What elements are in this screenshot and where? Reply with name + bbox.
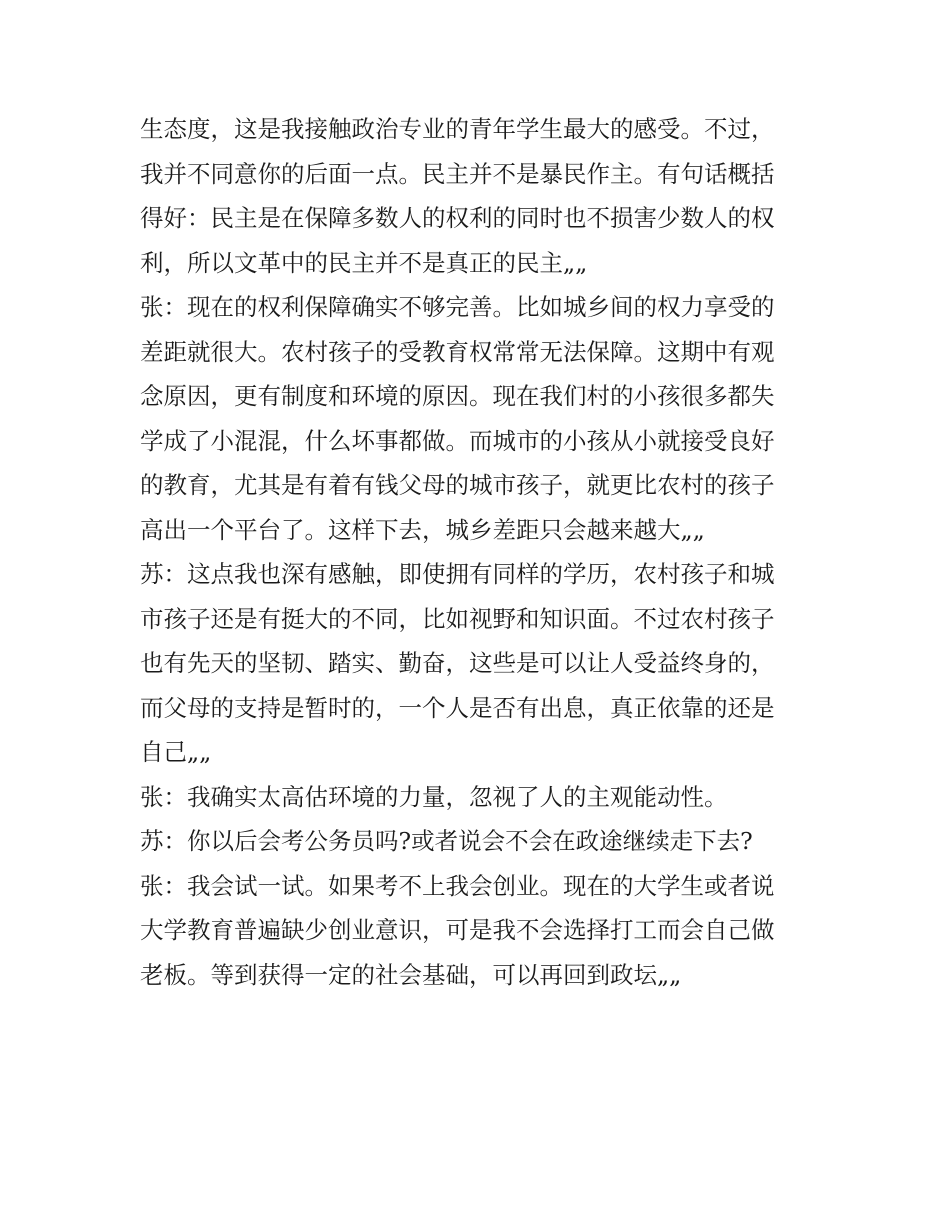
- text-line: 念原因，更有制度和环境的原因。现在我们村的小孩很多都失: [140, 382, 775, 410]
- text-line: 学成了小混混，什么坏事都做。而城市的小孩从小就接受良好: [140, 426, 775, 455]
- text-line: 利，所以文革中的民主并不是真正的民主„„: [140, 248, 588, 277]
- text-line: 苏：你以后会考公务员吗?或者说会不会在政途继续走下去?: [140, 827, 753, 855]
- text-line: 市孩子还是有挺大的不同，比如视野和知识面。不过农村孩子: [140, 604, 775, 633]
- text-line: 自己„„: [140, 738, 212, 766]
- text-line: 大学教育普遍缺少创业意识，可是我不会选择打工而会自己做: [140, 916, 775, 944]
- text-line: 我并不同意你的后面一点。民主并不是暴民作主。有句话概括: [140, 159, 775, 188]
- dialogue-text-block: [140, 107, 830, 997]
- text-line: 也有先天的坚韧、踏实、勤奋，这些是可以让人受益终身的，: [140, 649, 775, 677]
- text-line: 苏：这点我也深有感触，即使拥有同样的学历，农村孩子和城: [140, 560, 775, 588]
- text-line: 张：现在的权利保障确实不够完善。比如城乡间的权力享受的: [140, 293, 775, 321]
- text-line: 张：我确实太高估环境的力量，忽视了人的主观能动性。: [140, 782, 728, 811]
- text-line: 而父母的支持是暂时的，一个人是否有出息，真正依靠的还是: [140, 693, 775, 722]
- text-line: 高出一个平台了。这样下去，城乡差距只会越来越大„„: [140, 515, 705, 544]
- text-line: 生态度，这是我接触政治专业的青年学生最大的感受。不过，: [140, 115, 775, 143]
- text-line: 老板。等到获得一定的社会基础，可以再回到政坛„„: [140, 960, 682, 989]
- text-line: 差距就很大。农村孩子的受教育权常常无法保障。这期中有观: [140, 337, 775, 366]
- text-line: 的教育，尤其是有着有钱父母的城市孩子，就更比农村的孩子: [140, 471, 775, 499]
- text-line: 得好：民主是在保障多数人的权利的同时也不损害少数人的权: [140, 204, 775, 232]
- text-line: 张：我会试一试。如果考不上我会创业。现在的大学生或者说: [140, 871, 775, 900]
